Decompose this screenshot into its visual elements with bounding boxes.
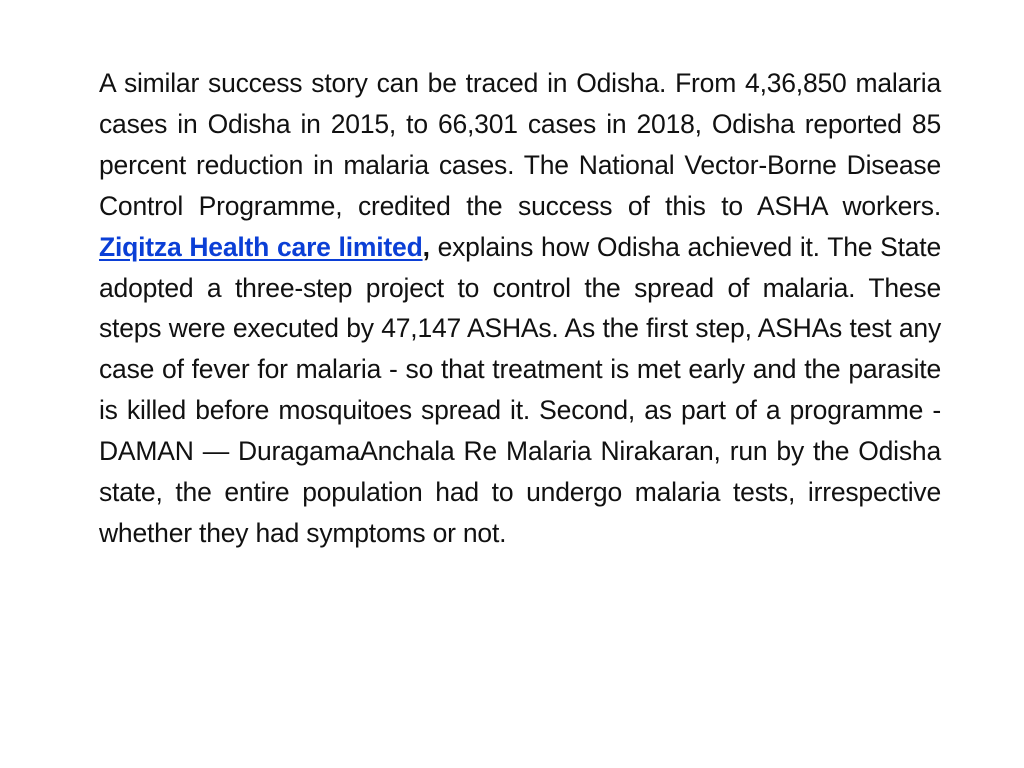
paragraph-text-body: explains how Odisha achieved it. The State adopted a three-step project to control the spread of malaria. These steps were executed by 47,147 ASHAs. As the first step, ASHAs test any case of fever for malaria - so that treatment is met early and the parasite is killed before mosquitoes spread it. Second, as part of a programme - DAMAN — DuragamaAnchala Re Malaria Nirakaran, run by the Odisha state, the entire population had to undergo malaria tests, irrespective whether they had symptoms or not. (99, 231, 941, 548)
paragraph-text-intro: A similar success story can be traced in Odisha. From 4,36,850 malaria cases in Odisha in 2015, to 66,301 cases in 2018, Odisha reported 85 percent reduction in malaria cases. The National Vector-Borne Disease Control Programme, credited the success of this to ASHA workers. (99, 68, 941, 221)
body-paragraph (99, 63, 941, 554)
ziqitza-link[interactable]: Ziqitza Health care limited (99, 231, 423, 262)
link-comma: , (422, 231, 430, 262)
